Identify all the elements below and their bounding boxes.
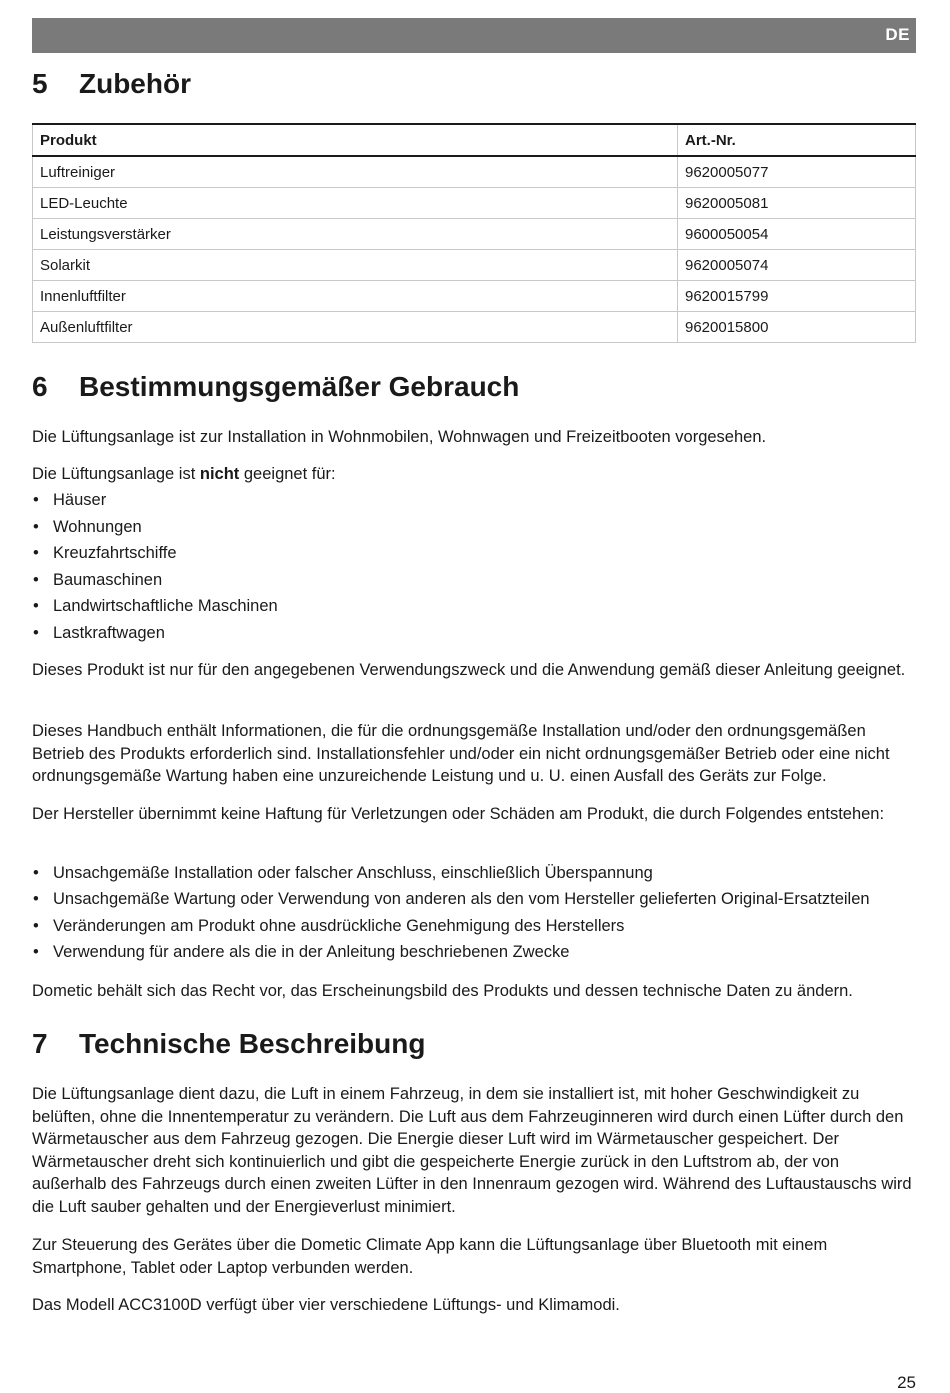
list-item: • Veränderungen am Produkt ohne ausdrückliche Genehmigung des Herstellers [32,915,916,941]
section-6-title: Bestimmungsgemäßer Gebrauch [79,371,520,402]
list-item: • Verwendung für andere als die in der Anleitung beschriebenen Zwecke [32,941,916,967]
not-suitable-intro [32,463,916,486]
list-item: • Unsachgemäße Wartung oder Verwendung von anderen als den vom Hersteller gelieferten Original-Ersatzteilen [32,888,916,914]
not-suitable-emphasis: nicht [199,465,240,483]
model-paragraph: Das Modell ACC3100D verfügt über vier verschiedene Lüftungs- und Klimamodi. [32,1296,620,1314]
list-item: • Lastkraftwagen [32,622,916,649]
language-label: DE [885,25,910,44]
list-item: • Landwirtschaftliche Maschinen [32,595,916,622]
product-cell: Solarkit [33,250,678,281]
product-cell: LED-Leuchte [33,188,678,219]
table-row [33,219,916,250]
function-paragraph: Die Lüftungsanlage dient dazu, die Luft in einem Fahrzeug, in dem sie installiert ist, mit hoher Geschwindigkeit zu belüften, ohne die Innentemperatur zu verändern. Die Luft aus dem Fahrzeuginneren wird durch einen Lüfter durch den Wärmetauscher aus dem Fahrzeug gezogen. Die Energie dieser Luft wird im Wärmetauscher gespeichert. Der Wärmetauscher dreht sich kontinuierlich und gibt die gespeicherte Energie zurück in den Luftstrom ab, der von außerhalb des Fahrzeugs durch einen zweiten Lüfter in den Innenraum gezogen wird. Während des Luftaustauschs wird die Luft sauber gehalten und der Energieverlust minimiert. [32,1085,912,1216]
list-item: • Kreuzfahrtschiffe [32,542,916,569]
section-5-heading [32,68,191,100]
section-5-number: 5 [32,68,48,99]
product-cell: Innenluftfilter [33,281,678,312]
list-item: • Baumaschinen [32,569,916,596]
list-item: • Unsachgemäße Installation oder falscher Anschluss, einschließlich Überspannung [32,862,916,888]
art-no-cell: 9620005081 [678,188,916,219]
not-suitable-text-before: Die Lüftungsanlage ist [32,465,200,483]
section-5-title: Zubehör [79,68,191,99]
table-row [33,156,916,188]
accessories-table [32,123,916,343]
list-item: • Häuser [32,489,916,516]
app-paragraph: Zur Steuerung des Gerätes über die Dometic Climate App kann die Lüftungsanlage über Bluetooth mit einem Smartphone, Tablet oder Laptop verbunden werden. [32,1236,828,1277]
art-no-cell: 9620005074 [678,250,916,281]
product-cell: Außenluftfilter [33,312,678,343]
table-row [33,312,916,343]
liability-list [32,862,916,967]
product-cell: Luftreiniger [33,156,678,188]
art-no-cell: 9620015800 [678,312,916,343]
section-7-number: 7 [32,1028,48,1059]
art-no-cell: 9620015799 [678,281,916,312]
list-item: • Wohnungen [32,516,916,543]
art-no-cell: 9620005077 [678,156,916,188]
table-row [33,188,916,219]
intended-use-paragraph: Die Lüftungsanlage ist zur Installation in Wohnmobilen, Wohnwagen und Freizeitbooten vorgesehen. [32,428,767,446]
section-6-number: 6 [32,371,48,402]
language-bar [32,18,916,53]
liability-paragraph: Der Hersteller übernimmt keine Haftung für Verletzungen oder Schäden am Produkt, die durch Folgendes entstehen: [32,805,885,823]
not-suitable-list [32,489,916,649]
rights-paragraph: Dometic behält sich das Recht vor, das Erscheinungsbild des Produkts und dessen technische Daten zu ändern. [32,982,853,1000]
section-7-title: Technische Beschreibung [79,1028,426,1059]
section-6-heading [32,371,519,403]
column-header-art-no: Art.-Nr. [678,124,916,156]
column-header-product: Produkt [33,124,678,156]
not-suitable-text-after: geeignet für: [239,465,336,483]
manual-paragraph: Dieses Handbuch enthält Informationen, die für die ordnungsgemäße Installation und/oder den ordnungsgemäßen Betrieb des Produkts erforderlich sind. Installationsfehler und/oder ein nicht ordnungsgemäßer Betrieb oder eine nicht ordnungsgemäße Wartung haben eine unzureichende Leistung und u. U. einen Ausfall des Geräts zur Folge. [32,722,890,785]
table-row [33,281,916,312]
table-row [33,250,916,281]
art-no-cell: 9600050054 [678,219,916,250]
section-7-heading [32,1028,425,1060]
product-cell: Leistungsverstärker [33,219,678,250]
purpose-paragraph: Dieses Produkt ist nur für den angegebenen Verwendungszweck und die Anwendung gemäß dieser Anleitung geeignet. [32,661,906,679]
table-header-row [33,124,916,156]
page-number: 25 [897,1373,916,1392]
